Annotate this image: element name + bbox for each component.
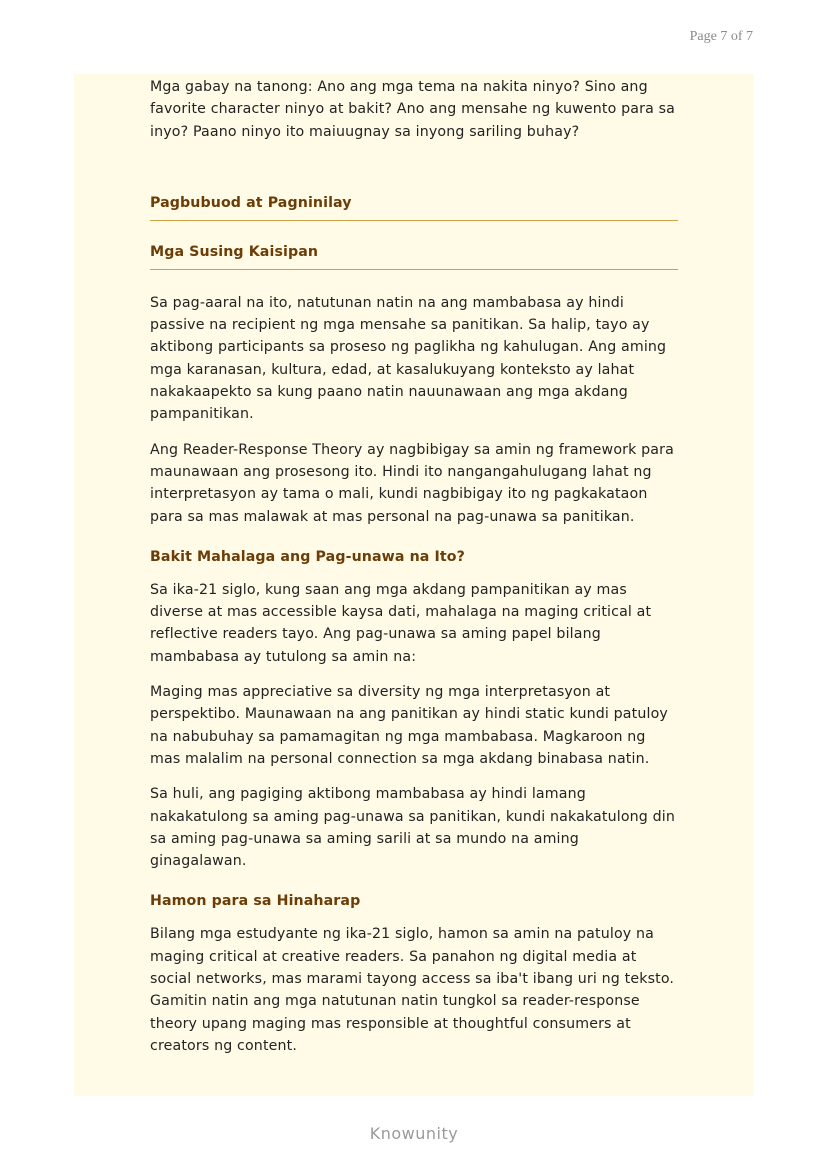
heading-conclusion: Pagbubuod at Pagninilay: [150, 195, 678, 221]
guide-questions-paragraph: Mga gabay na tanong: Ano ang mga tema na nakita ninyo? Sino ang favorite character ninyo at bakit? Ano ang mensahe ng kuwento para sa inyo? Paano ninyo ito maiuugnay sa inyong sariling buhay?: [150, 79, 675, 140]
paragraph-key-ideas-2: Ang Reader-Response Theory ay nagbibigay sa amin ng framework para maunawaan ang prosesong ito. Hindi ito nangangahulugang lahat ng interpretasyon ay tama o mali, kundi nagbibigay ito ng pagkakataon para sa mas malawak at mas personal na pag-unawa sa panitikan.: [150, 441, 674, 525]
heading-future-challenge: Hamon para sa Hinaharap: [150, 893, 361, 910]
document-content: [150, 74, 678, 1057]
paragraph-key-ideas-1: Sa pag-aaral na ito, natutunan natin na ang mambabasa ay hindi passive na recipient ng mga mensahe sa panitikan. Sa halip, tayo ay aktibong participants sa proseso ng paglikha ng kahulugan. Ang aming mga karanasan, kultura, edad, at kasalukuyang konteksto ay lahat nakakaapekto sa kung paano natin nauunawaan ang mga akdang pampanitikan.: [150, 294, 667, 423]
paragraph-why-1: Sa ika-21 siglo, kung saan ang mga akdang pampanitikan ay mas diverse at mas accessible kaysa dati, mahalaga na maging critical at reflective readers tayo. Ang pag-unawa sa aming papel bilang mambabasa ay tutulong sa amin na:: [150, 581, 652, 665]
heading-why-important: Bakit Mahalaga ang Pag-unawa na Ito?: [150, 548, 465, 565]
paragraph-why-3: Sa huli, ang pagiging aktibong mambabasa ay hindi lamang nakakatulong sa aming pag-unawa sa panitikan, kundi nakakatulong din sa aming pag-unawa sa aming sarili at sa mundo na aming ginagalawan.: [150, 786, 676, 870]
document-page: [74, 74, 754, 1096]
footer-brand-logo: Knowunity: [369, 1124, 459, 1143]
heading-key-ideas: Mga Susing Kaisipan: [150, 244, 678, 270]
page-number: Page 7 of 7: [689, 29, 753, 44]
paragraph-future-challenge: Bilang mga estudyante ng ika-21 siglo, hamon sa amin na patuloy na maging critical at creative readers. Sa panahon ng digital media at social networks, mas marami tayong access sa iba't ibang uri ng teksto. Gamitin natin ang mga natutunan natin tungkol sa reader-response theory upang maging mas responsible at thoughtful consumers at creators ng content.: [150, 926, 675, 1054]
paragraph-why-2: Maging mas appreciative sa diversity ng mga interpretasyon at perspektibo. Maunawaan na ang panitikan ay hindi static kundi patuloy na nabubuhay sa pamamagitan ng mga mambabasa. Magkaroon ng mas malalim na personal connection sa mga akdang binabasa natin.: [150, 684, 668, 767]
